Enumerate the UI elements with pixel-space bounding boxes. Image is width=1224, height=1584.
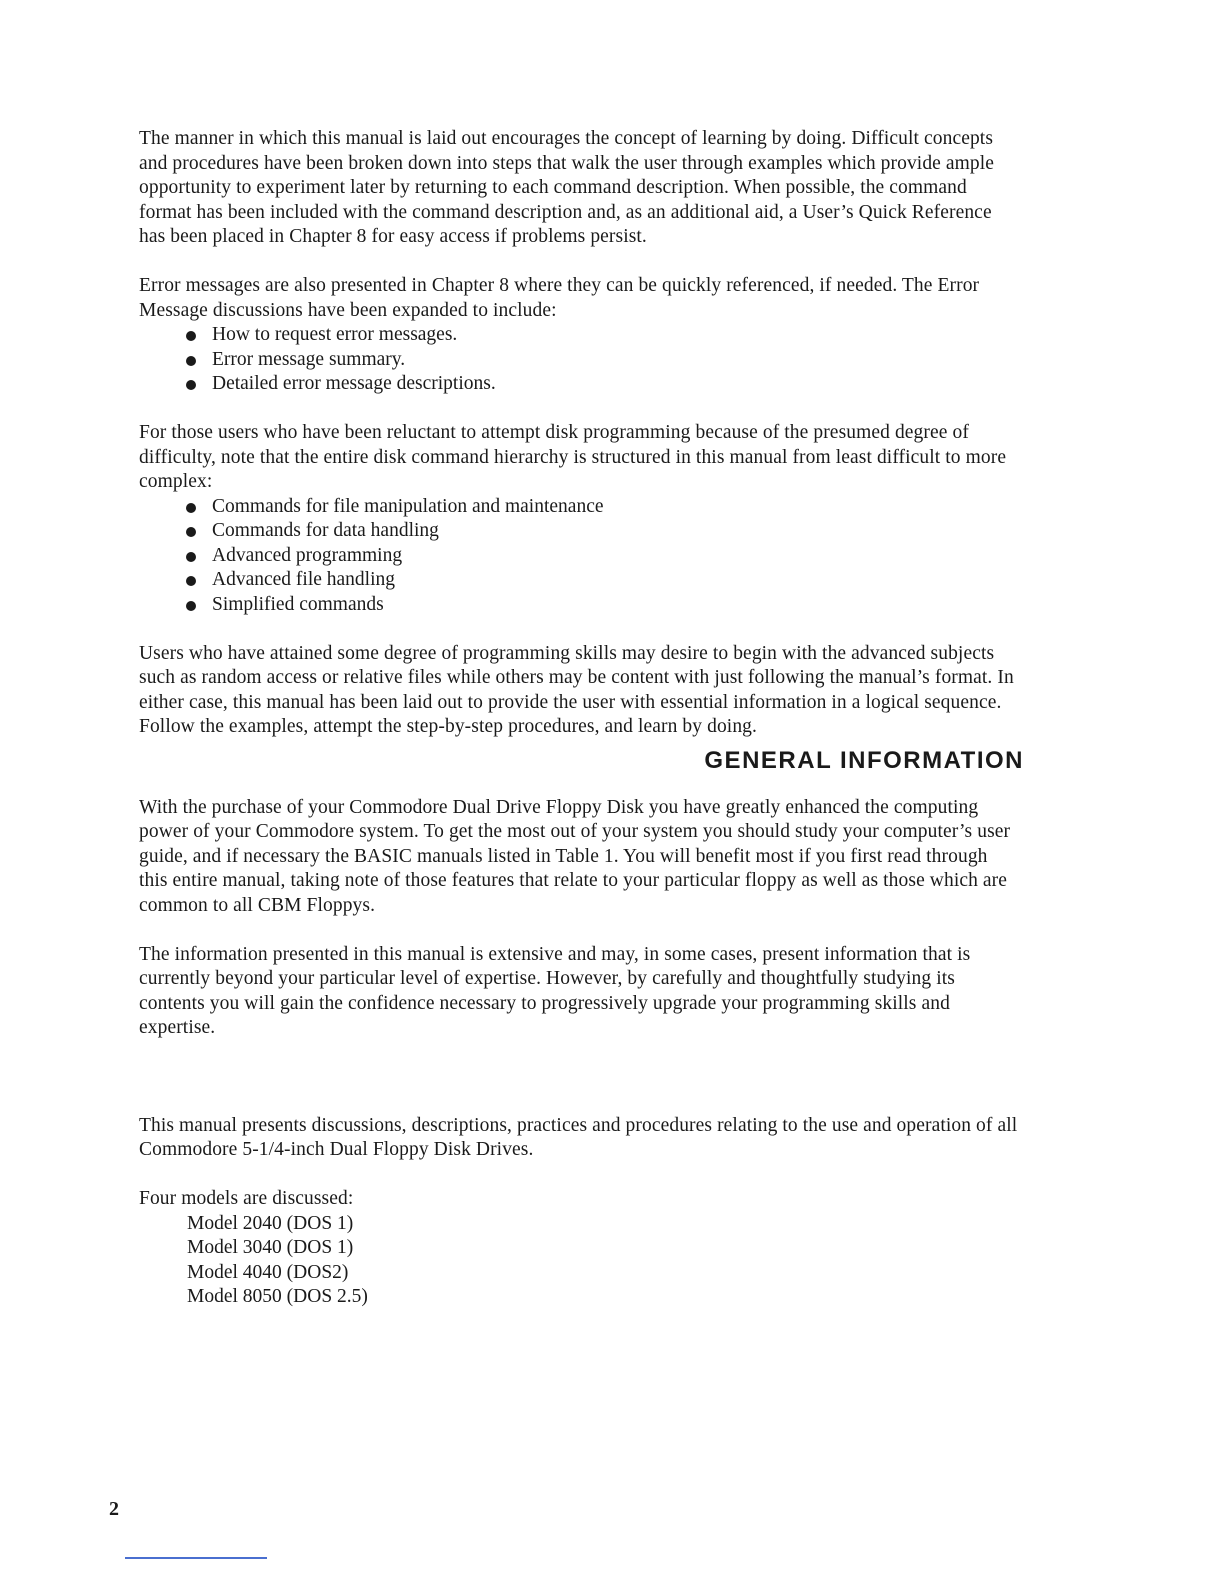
general-paragraph-3: This manual presents discussions, descriptions, practices and procedures relating to the use and operation of all Commodore 5-1/4-inch Dual Floppy Disk Drives. — [139, 1114, 1018, 1160]
intro-paragraph-3: For those users who have been reluctant to attempt disk programming because of the presumed degree of difficulty, note that the entire disk command hierarchy is structured in this manual from least difficult to more complex: — [139, 422, 1007, 492]
list-item: How to request error messages. — [139, 323, 1019, 348]
general-paragraph-1: With the purchase of your Commodore Dual Drive Floppy Disk you have greatly enhanced the computing power of your Commodore system. To get the most out of your system you should study your computer’s user guide, and if necessary the BASIC manuals listed in Table 1. You will benefit most if you first read through this entire manual, taking note of those features that relate to your particular floppy as well as those which are common to all CBM Floppys. — [139, 796, 1011, 916]
bullet-icon — [186, 552, 196, 562]
models-intro: Four models are discussed: — [139, 1188, 354, 1209]
page-body — [139, 127, 1024, 1310]
list-item: Model 8050 (DOS 2.5) — [187, 1286, 368, 1307]
bullet-icon — [186, 503, 196, 513]
list-item: Error message summary. — [139, 348, 1019, 373]
list-item: Commands for file manipulation and maintenance — [139, 495, 1019, 520]
list-item: Commands for data handling — [139, 519, 1019, 544]
list-item: Advanced file handling — [139, 568, 1019, 593]
section-heading: GENERAL INFORMATION — [704, 746, 1024, 774]
bullet-icon — [186, 356, 196, 366]
list-item: Advanced programming — [139, 544, 1019, 569]
intro-paragraph-4: Users who have attained some degree of programming skills may desire to begin with the advanced subjects such as random access or relative files while others may be content with just following the manual’s format. In either case, this manual has been laid out to provide the user with essential information in a logical sequence. Follow the examples, attempt the step-by-step procedures, and learn by doing. — [139, 642, 1014, 737]
models-list — [139, 1212, 1019, 1310]
list-item: Simplified commands — [139, 593, 1019, 618]
page-number: 2 — [109, 1498, 119, 1520]
bullet-icon — [186, 527, 196, 537]
list-item: Model 4040 (DOS2) — [187, 1261, 349, 1283]
error-bullet-list — [139, 323, 1019, 397]
bullet-icon — [186, 601, 196, 611]
list-item: Model 2040 (DOS 1) — [187, 1212, 354, 1234]
list-item: Model 3040 (DOS 1) — [187, 1237, 354, 1258]
list-item: Detailed error message descriptions. — [139, 372, 1019, 397]
bullet-icon — [186, 576, 196, 586]
hierarchy-bullet-list — [139, 495, 1019, 618]
bullet-icon — [186, 380, 196, 390]
intro-paragraph-2: Error messages are also presented in Chapter 8 where they can be quickly referenced, if needed. The Error Message discussions have been expanded to include: — [139, 275, 980, 321]
footer-divider — [125, 1557, 267, 1559]
general-paragraph-2: The information presented in this manual is extensive and may, in some cases, present information that is currently beyond your particular level of expertise. However, by carefully and thoughtfully studying its contents you will gain the confidence necessary to progressively upgrade your programming skills and expertise. — [139, 943, 971, 1038]
intro-paragraph-1: The manner in which this manual is laid out encourages the concept of learning by doing. Difficult concepts and procedures have been broken down into steps that walk the user through examples which provide ample opportunity to experiment later by returning to each command description. When possible, the command format has been included with the command description and, as an additional aid, a User’s Quick Reference has been placed in Chapter 8 for easy access if problems persist. — [139, 128, 995, 247]
bullet-icon — [186, 331, 196, 341]
